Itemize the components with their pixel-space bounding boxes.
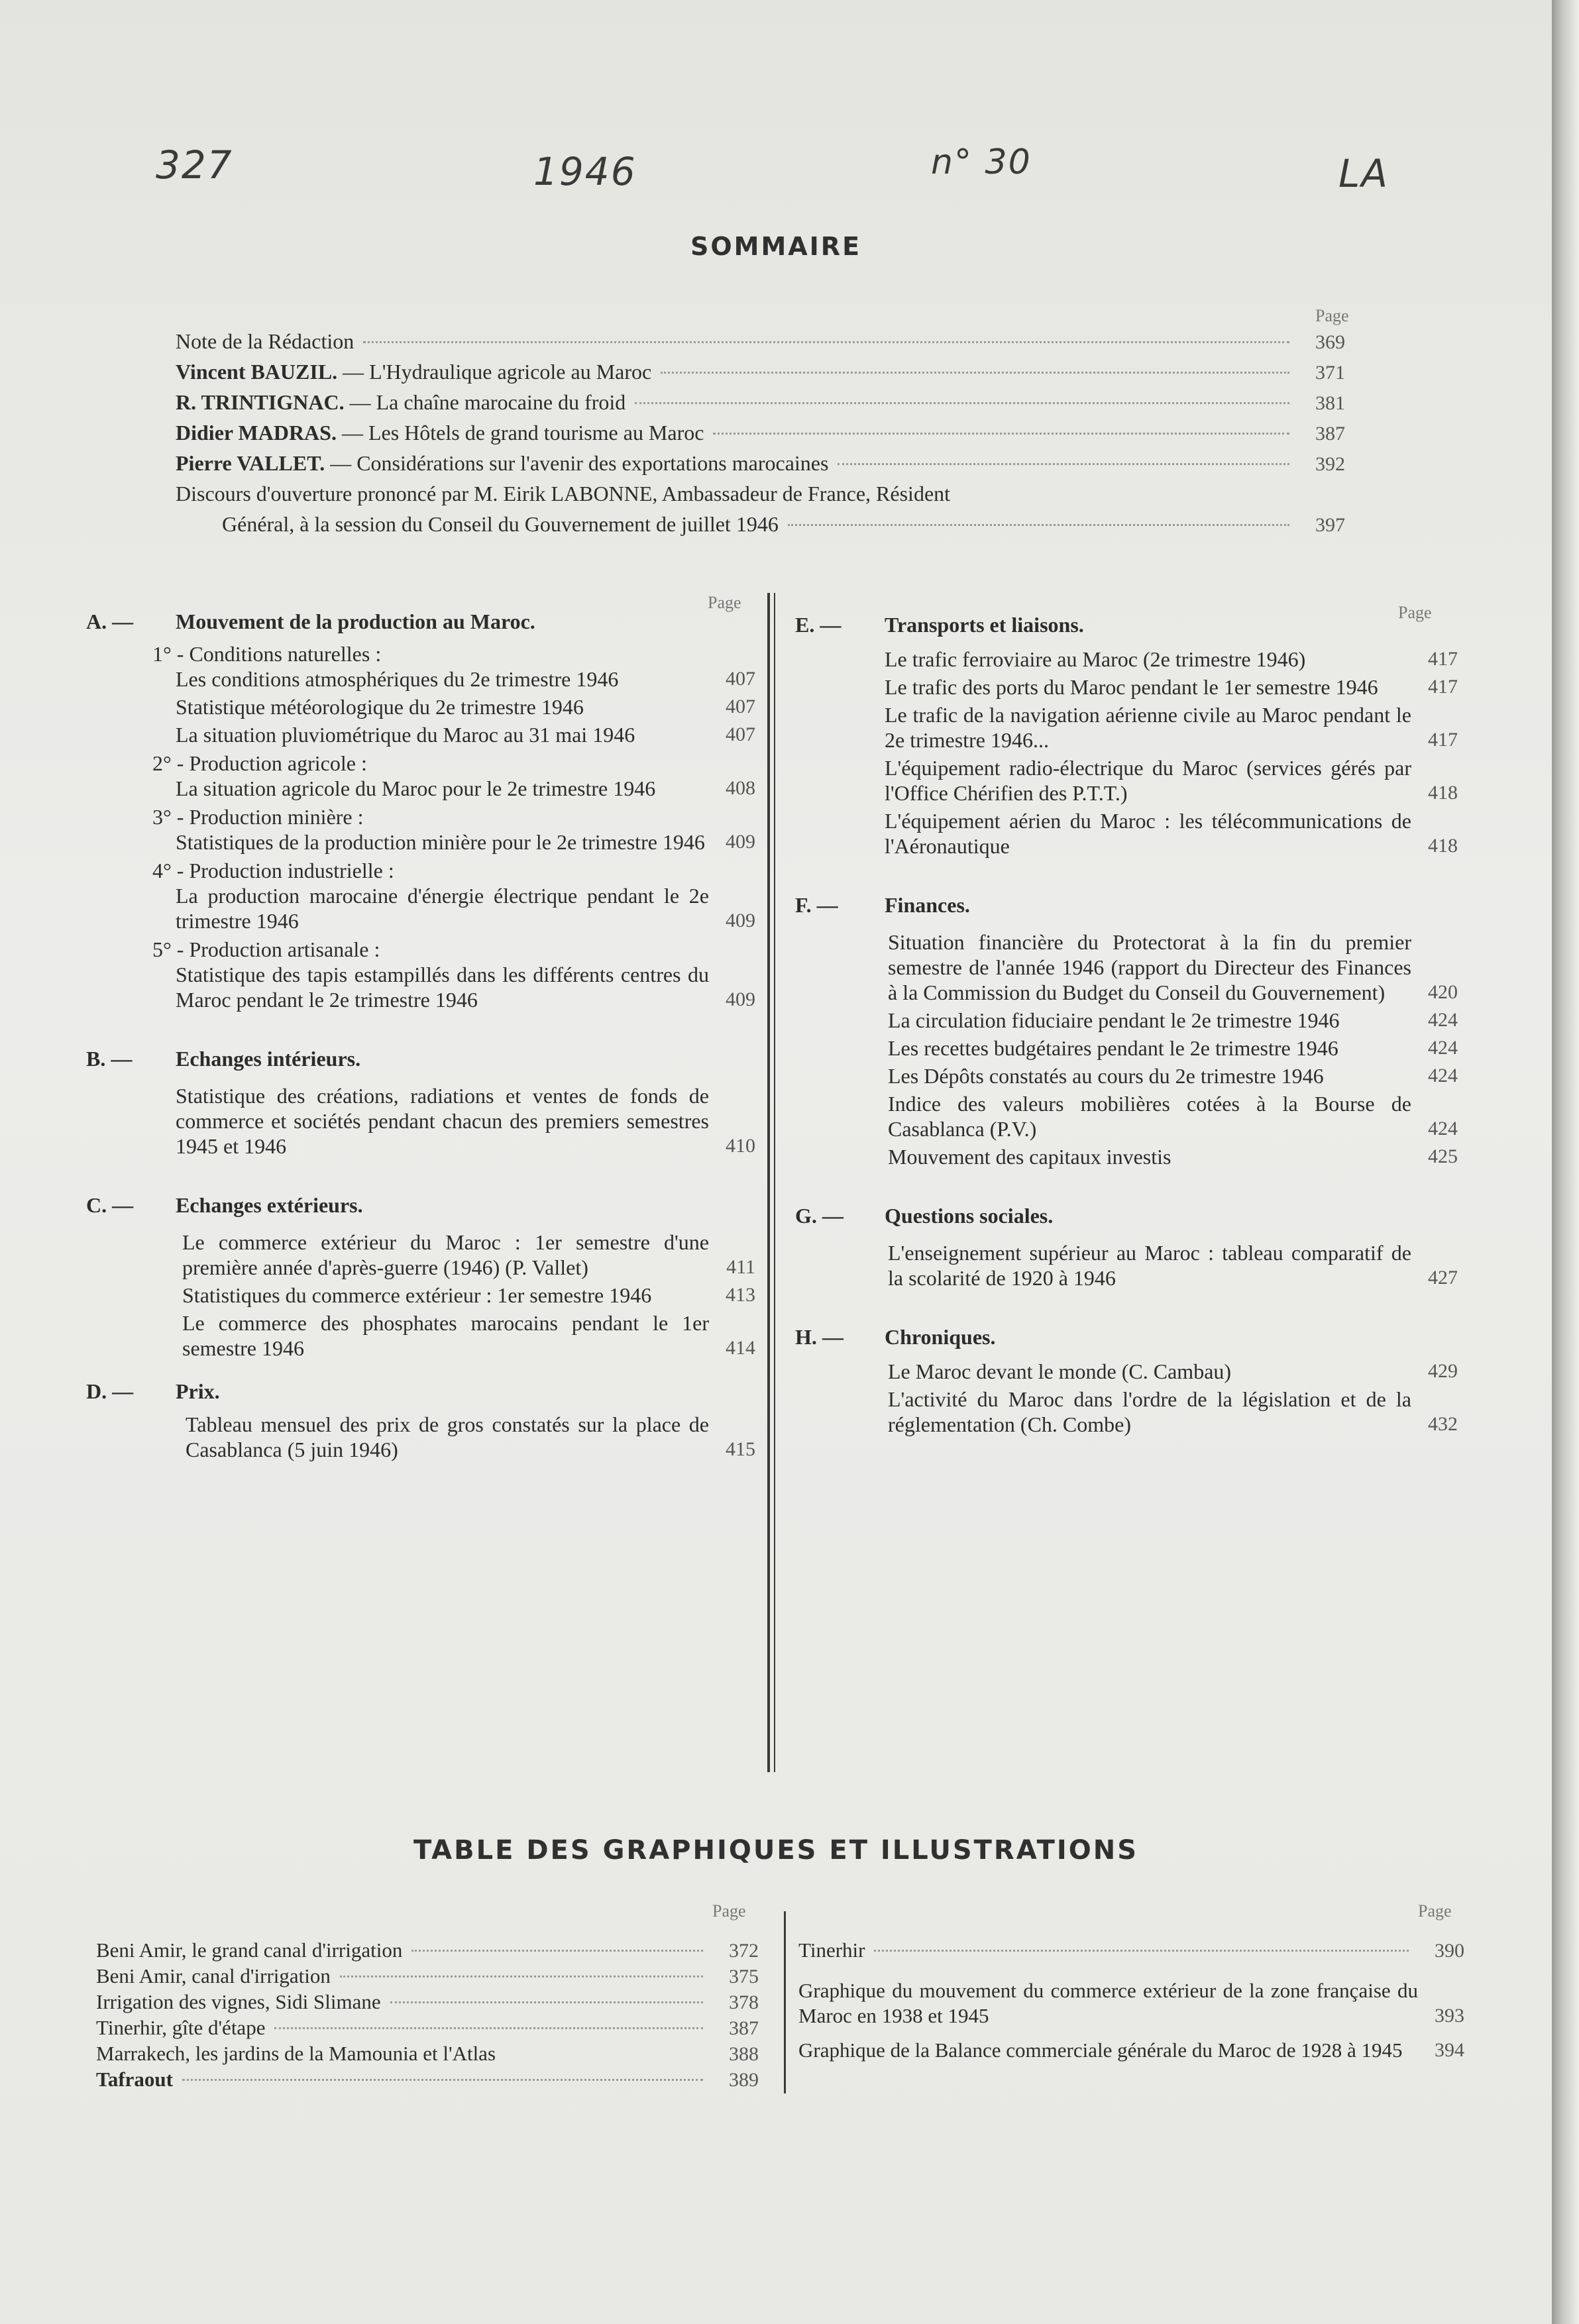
sommaire-page-header: Page (1315, 306, 1349, 325)
graphique-entry-text: Irrigation des vignes, Sidi Slimane (96, 1990, 381, 2013)
index-entry-text: Statistique météorologique du 2e trimestre 1946 (176, 695, 584, 719)
index-entry (182, 1310, 755, 1361)
section-title: Echanges extérieurs. (176, 1193, 363, 1217)
index-entry-page: 427 (1428, 1267, 1458, 1289)
sommaire-entry-discours (176, 482, 1345, 512)
section-header (86, 609, 755, 634)
sommaire-entry-text: — La chaîne marocaine du froid (344, 390, 626, 414)
graphique-entry (798, 1978, 1464, 2029)
index-entry-text: Statistiques de la production minière pour le 2e trimestre 1946 (176, 830, 705, 854)
sommaire-entry-author: Pierre VALLET. (176, 451, 325, 475)
index-entry-text: Les conditions atmosphériques du 2e trimestre 1946 (176, 667, 619, 691)
graphique-entry-page: 393 (1435, 2005, 1464, 2027)
index-entry-page: 407 (726, 723, 755, 745)
section-title: Prix. (176, 1379, 220, 1403)
index-entry-text: L'activité du Maroc dans l'ordre de la législation et de la réglementation (Ch. Combe) (888, 1387, 1411, 1436)
index-entry-text: L'équipement aérien du Maroc : les télécommunications de l'Aéronautique (885, 809, 1411, 858)
sommaire-entry-page: 392 (1315, 453, 1345, 475)
index-entry (176, 722, 755, 747)
sommaire-entry-page: 387 (1315, 423, 1345, 445)
index-entry-text: Mouvement des capitaux investis (888, 1145, 1171, 1169)
section-header (795, 893, 1458, 918)
section-header (86, 1379, 755, 1404)
sommaire-entry-text: — Les Hôtels de grand tourisme au Maroc (336, 421, 704, 445)
section-title: Finances. (885, 893, 970, 917)
graphiques-right-list (798, 1938, 1464, 2066)
graphique-entry-page: 375 (729, 1966, 759, 1987)
index-entry-text: Statistique des tapis estampillés dans les différents centres du Maroc pendant le 2e trimestre 1946 (176, 963, 709, 1012)
index-entry (888, 1063, 1458, 1088)
sommaire-entry (176, 329, 1345, 360)
section-header (795, 1204, 1458, 1228)
section-letter: C. — (86, 1193, 134, 1217)
subsection-title: 4° - Production industrielle : (152, 859, 394, 882)
index-entry-page: 425 (1428, 1145, 1458, 1167)
index-entry-page: 417 (1428, 729, 1458, 751)
index-entry-page: 407 (726, 696, 755, 717)
graphique-entry-text: Graphique du mouvement du commerce extérieur de la zone française du Maroc en 1938 et 1945 (798, 1979, 1418, 2027)
graphiques-right-page-header: Page (1418, 1901, 1452, 1921)
graphique-entry-text: Beni Amir, canal d'irrigation (96, 1964, 331, 1987)
section-letter: F. — (795, 893, 838, 917)
index-entry (885, 702, 1458, 753)
handwritten-year: 1946 (533, 149, 637, 194)
sommaire-entry-author: Didier MADRAS. (176, 421, 337, 445)
index-entry-page: 417 (1428, 648, 1458, 670)
sommaire-entry (176, 360, 1345, 390)
graphique-entry-page: 378 (729, 1991, 759, 2013)
index-entry (186, 1412, 755, 1462)
graphique-entry (96, 2015, 759, 2041)
sommaire-entry-page: 397 (1315, 514, 1345, 536)
index-entry-text: L'enseignement supérieur au Maroc : tableau comparatif de la scolarité de 1920 à 1946 (888, 1241, 1411, 1290)
graphique-entry-page: 394 (1435, 2039, 1464, 2061)
left-page-header: Page (708, 593, 741, 612)
index-entry (176, 962, 755, 1012)
graphique-entry (96, 1938, 759, 1964)
sommaire-entry (176, 421, 1345, 451)
index-entry-text: Indice des valeurs mobilières cotées à la Bourse de Casablanca (P.V.) (888, 1092, 1411, 1141)
handwritten-issue: n° 30 (931, 142, 1032, 182)
index-entry (885, 755, 1458, 806)
section-letter: G. — (795, 1204, 844, 1228)
sommaire-discours-line2: Général, à la session du Conseil du Gouvernement de juillet 1946 (222, 512, 779, 536)
section-title: Chroniques. (885, 1325, 996, 1349)
index-entry-text: Les recettes budgétaires pendant le 2e trimestre 1946 (888, 1036, 1338, 1060)
index-entry-page: 408 (726, 777, 755, 799)
index-entry-page: 420 (1428, 981, 1458, 1003)
index-entry (888, 1144, 1458, 1169)
graphique-entry-page: 389 (729, 2069, 759, 2091)
graphiques-left-page-header: Page (712, 1901, 746, 1921)
index-entry-page: 424 (1428, 1009, 1458, 1031)
sommaire-entry-page: 369 (1315, 331, 1345, 353)
index-entry-text: Le commerce des phosphates marocains pendant le 1er semestre 1946 (182, 1311, 709, 1360)
graphique-entry-text: Tinerhir (798, 1938, 865, 1962)
index-entry-text: Situation financière du Protectorat à la fin du premier semestre de l'année 1946 (rapport du Directeur des Finances à la Commission du Budget du Conseil du Gouvernement) (888, 930, 1411, 1004)
section-letter: H. — (795, 1325, 844, 1349)
index-entry-page: 418 (1428, 835, 1458, 857)
index-entry (176, 1083, 755, 1159)
graphique-entry-page: 390 (1435, 1940, 1464, 1962)
index-entry-page: 409 (726, 831, 755, 853)
sommaire-entry-author: R. TRINTIGNAC. (176, 390, 345, 414)
subsection-title: 3° - Production minière : (152, 805, 364, 829)
graphiques-left-list (96, 1938, 759, 2093)
index-entry (176, 694, 755, 719)
right-page-header: Page (1398, 603, 1432, 622)
index-entry (888, 1240, 1458, 1291)
index-entry (888, 1091, 1458, 1141)
graphique-entry-page: 387 (729, 2017, 759, 2039)
section-letter: A. — (86, 609, 134, 633)
index-entry (888, 1387, 1458, 1437)
index-entry (176, 666, 755, 692)
section-header (86, 1047, 755, 1071)
sommaire-entry (176, 390, 1345, 421)
graphique-entry (96, 2041, 759, 2067)
index-entry-page: 407 (726, 668, 755, 690)
index-entry-text: La situation agricole du Maroc pour le 2e trimestre 1946 (176, 776, 656, 800)
page-edge-shadow (1552, 0, 1579, 2324)
index-entry-page: 409 (726, 910, 755, 931)
graphique-entry-text: Tafraout (96, 2068, 173, 2091)
column-divider-thin (774, 593, 775, 1772)
graphiques-title: TABLE DES GRAPHIQUES ET ILLUSTRATIONS (413, 1835, 1139, 1866)
section-header (86, 1193, 755, 1218)
subsection-title: 2° - Production agricole : (152, 751, 367, 775)
index-entry (182, 1283, 755, 1308)
index-entry-text: Le trafic de la navigation aérienne civile au Maroc pendant le 2e trimestre 1946... (885, 703, 1411, 752)
index-entry-page: 415 (726, 1438, 755, 1460)
section-letter: B. — (86, 1047, 133, 1071)
index-entry-text: La circulation fiduciaire pendant le 2e trimestre 1946 (888, 1008, 1340, 1032)
index-entry-page: 418 (1428, 782, 1458, 804)
index-entry-text: Le commerce extérieur du Maroc : 1er semestre d'une première année d'après-guerre (1946) (P. Vallet) (182, 1230, 709, 1279)
index-entry (888, 1035, 1458, 1061)
subsection-title: 1° - Conditions naturelles : (152, 642, 382, 666)
handwritten-number: 327 (156, 142, 233, 187)
graphique-entry (96, 2067, 759, 2093)
sommaire-discours-line1: Discours d'ouverture prononcé par M. Eirik LABONNE, Ambassadeur de France, Résident (176, 482, 951, 505)
graphique-entry-text: Marrakech, les jardins de la Mamounia et l'Atlas (96, 2042, 496, 2065)
index-entry-page: 429 (1428, 1360, 1458, 1382)
index-entry (176, 883, 755, 933)
index-entry-page: 424 (1428, 1118, 1458, 1139)
section-header (795, 1325, 1458, 1349)
graphique-entry (96, 1964, 759, 1989)
index-entry (182, 1230, 755, 1280)
graphique-entry-page: 372 (729, 1940, 759, 1962)
index-entry-page: 432 (1428, 1413, 1458, 1435)
index-entry (885, 808, 1458, 859)
index-entry-text: Le trafic des ports du Maroc pendant le 1er semestre 1946 (885, 675, 1378, 699)
index-entry-text: Le trafic ferroviaire au Maroc (2e trimestre 1946) (885, 647, 1306, 671)
index-entry-text: Les Dépôts constatés au cours du 2e trimestre 1946 (888, 1064, 1324, 1088)
index-entry-text: Statistique des créations, radiations et ventes de fonds de commerce et sociétés pendant chacun des premiers semestres 1945 et 1946 (176, 1084, 709, 1158)
left-column (86, 609, 755, 1465)
index-entry-page: 413 (726, 1284, 755, 1306)
index-entry-page: 409 (726, 988, 755, 1010)
sommaire-entry (176, 451, 1345, 482)
section-title: Echanges intérieurs. (176, 1047, 361, 1071)
sommaire-entry-page: 381 (1315, 392, 1345, 414)
sommaire-title: SOMMAIRE (690, 232, 862, 261)
graphique-entry-text: Beni Amir, le grand canal d'irrigation (96, 1938, 403, 1962)
column-divider (767, 593, 770, 1772)
section-title: Questions sociales. (885, 1204, 1054, 1228)
index-entry-page: 424 (1428, 1037, 1458, 1059)
sommaire-entry-text: Note de la Rédaction (176, 329, 354, 353)
index-entry-page: 417 (1428, 676, 1458, 698)
index-entry-page: 410 (726, 1135, 755, 1157)
section-letter: D. — (86, 1379, 134, 1403)
index-entry-text: Le Maroc devant le monde (C. Cambau) (888, 1359, 1232, 1383)
index-entry-page: 424 (1428, 1065, 1458, 1086)
sommaire-entry-discours-cont (176, 512, 1345, 543)
graphique-entry-page: 388 (729, 2043, 759, 2065)
handwritten-initials: LA (1338, 151, 1389, 196)
section-title: Transports et liaisons. (885, 613, 1084, 637)
index-entry-page: 414 (726, 1337, 755, 1359)
index-entry (176, 829, 755, 855)
index-entry (176, 776, 755, 801)
section-letter: E. — (795, 613, 842, 637)
right-column (795, 613, 1458, 1440)
graphique-entry-text: Tinerhir, gîte d'étape (96, 2016, 266, 2039)
index-entry (888, 1359, 1458, 1384)
graphique-entry (96, 1989, 759, 2015)
graphique-entry-text: Graphique de la Balance commerciale générale du Maroc de 1928 à 1945 (798, 2038, 1403, 2062)
sommaire-entry-text: — Considérations sur l'avenir des exportations marocaines (325, 451, 829, 475)
index-entry (885, 647, 1458, 672)
graphique-entry (798, 2038, 1464, 2063)
index-entry (888, 929, 1458, 1005)
graphiques-divider (784, 1911, 786, 2093)
sommaire-list (176, 329, 1345, 543)
graphique-entry (798, 1938, 1464, 1964)
index-entry-text: Statistiques du commerce extérieur : 1er semestre 1946 (182, 1283, 652, 1307)
sommaire-entry-page: 371 (1315, 362, 1345, 384)
sommaire-entry-author: Vincent BAUZIL. (176, 360, 338, 384)
index-entry-page: 411 (726, 1256, 755, 1278)
index-entry-text: L'équipement radio-électrique du Maroc (services gérés par l'Office Chérifien des P.T.T.) (885, 756, 1411, 805)
subsection-title: 5° - Production artisanale : (152, 937, 380, 961)
index-entry-text: Tableau mensuel des prix de gros constatés sur la place de Casablanca (5 juin 1946) (186, 1412, 709, 1461)
index-entry (885, 674, 1458, 700)
section-header (795, 613, 1458, 637)
section-title: Mouvement de la production au Maroc. (176, 609, 535, 633)
sommaire-entry-text: — L'Hydraulique agricole au Maroc (337, 360, 652, 384)
index-entry (888, 1008, 1458, 1033)
index-entry-text: La production marocaine d'énergie électrique pendant le 2e trimestre 1946 (176, 884, 709, 933)
index-entry-text: La situation pluviométrique du Maroc au 31 mai 1946 (176, 723, 635, 747)
